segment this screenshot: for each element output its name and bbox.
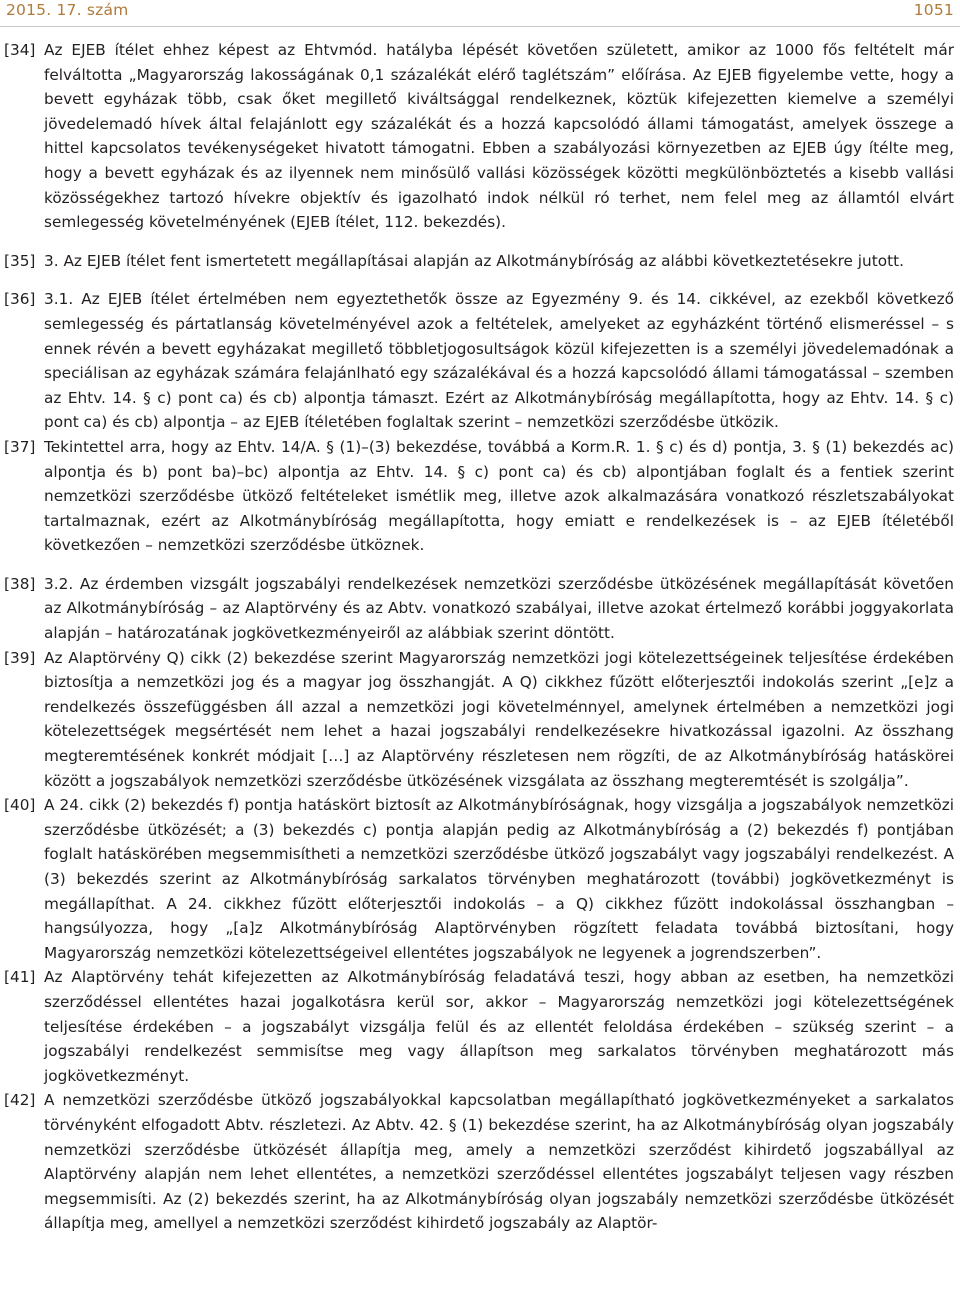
issue-label: 2015. 17. szám bbox=[6, 1, 129, 19]
paragraph-number: [42] bbox=[4, 1091, 36, 1110]
page-number: 1051 bbox=[913, 1, 954, 19]
paragraph-34 bbox=[0, 38, 960, 235]
paragraph-37 bbox=[0, 435, 960, 558]
page-header bbox=[0, 0, 960, 27]
paragraph-number: [37] bbox=[4, 437, 36, 456]
paragraph-number: [36] bbox=[4, 290, 36, 309]
paragraph-41 bbox=[0, 965, 960, 1088]
paragraph-number: [39] bbox=[4, 648, 36, 667]
paragraph-38 bbox=[0, 572, 960, 646]
paragraph-39 bbox=[0, 646, 960, 794]
paragraph-text: Az EJEB ítélet ehhez képest az Ehtvmód. hatályba lépését követően született, amikor az 1000 fős feltételt már felváltotta „Magyarország lakosságának 0,1 százalékát elérő taglétszám” előírása. Az EJEB figyelembe vette, hogy a bevett egyházak több, csak őket megillető kiváltsággal rendelkeznek, köztük kifejezetten kiemelve a személyi jövedelemadó hívek által felajánlott egy százalékát és a hozzá kapcsolódó állami támogatást, amelyek összege a hittel kapcsolatos tevékenységeket hivatott támogatni. Ebben a szabályozási környezetben az EJEB úgy ítélte meg, hogy a bevett egyházak és az ilyennek nem minősülő vallási közösségek közötti megkülönböztetés a kisebb vallási közösségekhez tartozó hívekre objektív és igazolható indok nélkül ró terhet, nem felel meg az államtól elvárt semlegesség követelményének (EJEB ítélet, 112. bekezdés). bbox=[44, 41, 954, 232]
paragraph-text: 3.2. Az érdemben vizsgált jogszabályi rendelkezések nemzetközi szerződésbe ütközésének megállapítását követően az Alkotmánybíróság – az Alaptörvény és az Abtv. vonatkozó szabályai, illetve azokat értelmező korábbi joggyakorlata alapján – határozatának jogkövetkezményeiről az alábbiak szerint döntött. bbox=[44, 574, 954, 643]
paragraph-42 bbox=[0, 1088, 960, 1236]
paragraph-text: A 24. cikk (2) bekezdés f) pontja hatáskört biztosít az Alkotmánybíróságnak, hogy vizsgálja a jogszabályok nemzetközi szerződésbe ütközését; a (3) bekezdés c) pontja alapján pedig az Alkotmánybíróság a (2) bekezdés f) pontjában foglalt hatáskörében megsemmisítheti a nemzetközi szerződésbe ütköző jogszabályt vagy jogszabályi rendelkezést. A (3) bekezdés szerint az Alkotmánybíróság sarkalatos törvényben meghatározott (további) jogkövetkezményt is megállapíthat. A 24. cikkhez fűzött előterjesztői indokolás – a Q) cikkhez fűzött indokolással összhangban – hangsúlyozza, hogy „[a]z Alkotmánybíróság Alaptörvényben rögzített feladata továbbá biztosítani, hogy Magyarország nemzetközi kötelezettségeivel ellentétes jogszabályok ne legyenek a jogrendszerben”. bbox=[44, 796, 954, 962]
paragraph-number: [40] bbox=[4, 796, 36, 815]
paragraph-36 bbox=[0, 287, 960, 435]
paragraph-text: 3.1. Az EJEB ítélet értelmében nem egyeztethetők össze az Egyezmény 9. és 14. cikkével, az ezekből következő semlegesség és pártatlanság követelményével azok a feltételek, amelyeket az egyházként történő elismeréssel – s ennek révén a bevett egyházakat megillető többletjogosultságok közül kifejezetten is a személyi jövedelemadónak a speciálisan az egyházak számára felajánlható egy százalékával és a hozzá kapcsolódó állami támogatással – szemben az Ehtv. 14. § c) pont ca) és cb) alpontja támaszt. Ezért az Alkotmánybíróság megállapította, hogy az Ehtv. 14. § c) pont ca) és cb) alpontja – az EJEB ítéletében foglaltak szerint – nemzetközi szerződésbe ütközik. bbox=[44, 290, 954, 432]
paragraph-number: [38] bbox=[4, 574, 36, 593]
paragraph-number: [41] bbox=[4, 968, 36, 987]
paragraph-text: A nemzetközi szerződésbe ütköző jogszabályokkal kapcsolatban megállapítható jogkövetkezményeket a sarkalatos törvényként elfogadott Abtv. részletezi. Az Abtv. 42. § (1) bekezdése szerint, ha az Alkotmánybíróság olyan jogszabály nemzetközi szerződésbe ütközését állapítja meg, amely a nemzetközi szerződést kihirdető jogszabállyal az Alaptörvény alapján nem lehet ellentétes, a nemzetközi szerződéssel ellentétes jogszabályt teljesen vagy részben megsemmisíti. Az (2) bekezdés szerint, ha az Alkotmánybíróság olyan jogszabály nemzetközi szerződésbe ütközését állapítja meg, amellyel a nemzetközi szerződést kihirdető jogszabály az Alaptör- bbox=[44, 1091, 954, 1233]
paragraph-text: Az Alaptörvény Q) cikk (2) bekezdése szerint Magyarország nemzetközi jogi kötelezettségeinek teljesítése érdekében biztosítja a nemzetközi jog és a magyar jog összhangját. A Q) cikkhez fűzött előterjesztői indokolás szerint „[e]z a rendelkezés összefüggésben áll azzal a nemzetközi jogi követelménnyel, amelynek értelmében a nemzetközi jogi kötelezettségek megsértését nem lehet a hazai jogszabályi rendelkezésekre hivatkozással igazolni. Az összhang megteremtésének konkrét módjait […] az Alaptörvény részletesen nem rögzíti, de az Alkotmánybíróság hatáskörei között a jogszabályok nemzetközi szerződésbe ütközésének vizsgálata az összhang megteremtését is szolgálja”. bbox=[44, 648, 954, 790]
document-body bbox=[0, 38, 960, 1236]
paragraph-40 bbox=[0, 793, 960, 965]
paragraph-text: Tekintettel arra, hogy az Ehtv. 14/A. § (1)–(3) bekezdése, továbbá a Korm.R. 1. § c) és d) pontja, 3. § (1) bekezdés ac) alpontja és b) pont ba)–bc) alpontja az Ehtv. 14. § c) pont ca) és cb) alpontjában foglalt és a fentiek szerint nemzetközi szerződésbe ütköző feltételeket ismétlik meg, illetve azok alkalmazására vonatkozó részletszabályokat tartalmaznak, ezért az Alkotmánybíróság megállapította, hogy emiatt e rendelkezések is – az EJEB ítéletéből következően – nemzetközi szerződésbe ütköznek. bbox=[44, 437, 954, 555]
paragraph-number: [35] bbox=[4, 251, 36, 270]
paragraph-text: 3. Az EJEB ítélet fent ismertetett megállapításai alapján az Alkotmánybíróság az alábbi következtetésekre jutott. bbox=[44, 251, 904, 270]
paragraph-number: [34] bbox=[4, 41, 36, 59]
paragraph-35 bbox=[0, 249, 960, 274]
paragraph-text: Az Alaptörvény tehát kifejezetten az Alkotmánybíróság feladatává teszi, hogy abban az esetben, ha nemzetközi szerződéssel ellentétes hazai jogalkotásra kerül sor, akkor – Magyarország nemzetközi jogi kötelezettségének teljesítése érdekében – a jogszabályt vizsgálja felül és az ellentét feloldása érdekében – szükség szerint – a jogszabályi rendelkezést semmisítse meg vagy állapítson meg sarkalatos törvényben meghatározott más jogkövetkezményt. bbox=[44, 968, 954, 1085]
